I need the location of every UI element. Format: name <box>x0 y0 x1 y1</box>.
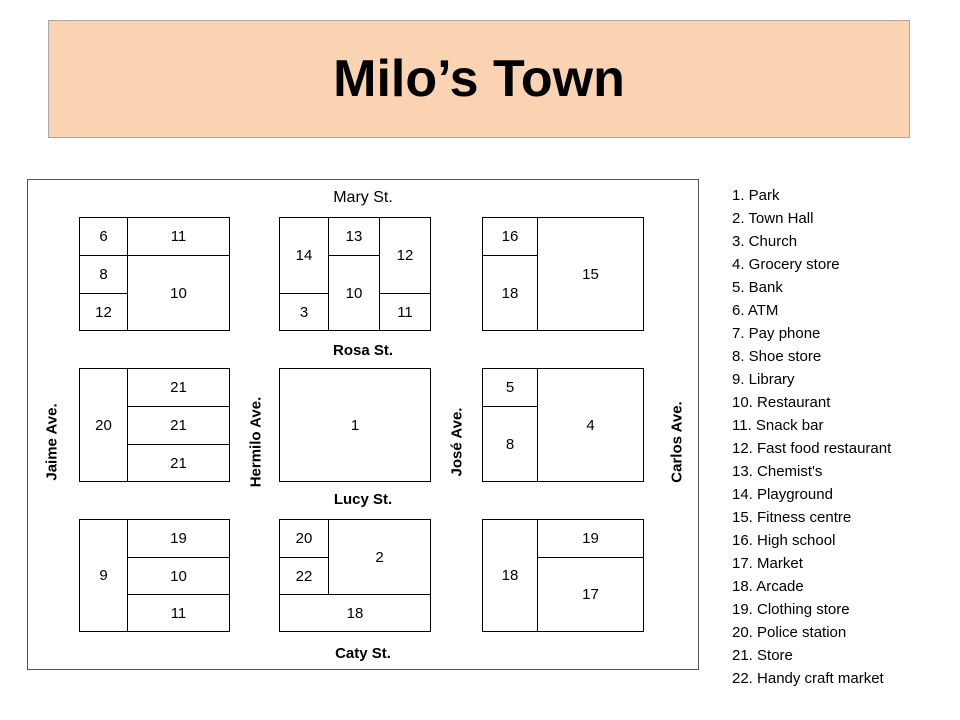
lot: 19 <box>537 519 644 558</box>
lot: 9 <box>79 519 128 632</box>
lot: 4 <box>537 368 644 482</box>
legend-item: 11. Snack bar <box>732 417 824 434</box>
lot: 18 <box>482 519 538 632</box>
legend-item: 22. Handy craft market <box>732 670 884 687</box>
legend-item: 5. Bank <box>732 279 783 296</box>
lot: 20 <box>79 368 128 482</box>
lot: 21 <box>127 444 230 482</box>
legend-list <box>732 184 891 690</box>
lot: 11 <box>379 293 431 331</box>
town-map <box>27 179 699 670</box>
street-carlos: Carlos Ave. <box>668 401 686 483</box>
legend-item: 14. Playground <box>732 486 833 503</box>
street-rosa: Rosa St. <box>332 342 394 359</box>
lot: 20 <box>279 519 329 558</box>
lot: 11 <box>127 594 230 632</box>
street-hermilo: Hermilo Ave. <box>247 396 265 488</box>
legend-item: 8. Shoe store <box>732 348 822 365</box>
legend-item: 7. Pay phone <box>732 325 821 342</box>
street-jaime: Jaime Ave. <box>43 403 61 481</box>
lot: 5 <box>482 368 538 407</box>
lot: 11 <box>127 217 230 256</box>
lot: 8 <box>482 406 538 482</box>
legend-item: 4. Grocery store <box>732 256 840 273</box>
page-title: Milo’s Town <box>333 50 625 108</box>
legend-item: 3. Church <box>732 233 798 250</box>
lot: 21 <box>127 368 230 407</box>
lot: 12 <box>79 293 128 331</box>
lot: 10 <box>127 255 230 331</box>
lot: 22 <box>279 557 329 595</box>
street-jose: José Ave. <box>448 407 466 477</box>
legend-item: 17. Market <box>732 555 803 572</box>
legend-item: 21. Store <box>732 647 793 664</box>
lot: 21 <box>127 406 230 445</box>
lot: 3 <box>279 293 329 331</box>
legend-item: 19. Clothing store <box>732 601 850 618</box>
lot: 16 <box>482 217 538 256</box>
legend-item: 20. Police station <box>732 624 847 641</box>
lot: 6 <box>79 217 128 256</box>
legend-item: 6. ATM <box>732 302 779 319</box>
legend-item: 9. Library <box>732 371 795 388</box>
legend-item: 18. Arcade <box>732 578 804 595</box>
legend-item: 12. Fast food restaurant <box>732 440 892 457</box>
lot: 10 <box>127 557 230 595</box>
lot: 19 <box>127 519 230 558</box>
lot: 14 <box>279 217 329 294</box>
lot: 18 <box>279 594 431 632</box>
lot: 10 <box>328 255 380 331</box>
lot: 17 <box>537 557 644 632</box>
lot: 1 <box>279 368 431 482</box>
lot: 13 <box>328 217 380 256</box>
legend-item: 2. Town Hall <box>732 210 814 227</box>
street-lucy: Lucy St. <box>333 491 393 508</box>
lot: 15 <box>537 217 644 331</box>
legend-item: 16. High school <box>732 532 836 549</box>
lot: 2 <box>328 519 431 595</box>
legend-item: 10. Restaurant <box>732 394 831 411</box>
legend-item: 13. Chemist's <box>732 463 823 480</box>
street-mary: Mary St. <box>333 189 393 206</box>
street-caty: Caty St. <box>335 645 391 662</box>
lot: 12 <box>379 217 431 294</box>
title-banner <box>48 20 910 138</box>
lot: 18 <box>482 255 538 331</box>
lot: 8 <box>79 255 128 294</box>
legend-item: 15. Fitness centre <box>732 509 852 526</box>
legend-item: 1. Park <box>732 187 780 204</box>
